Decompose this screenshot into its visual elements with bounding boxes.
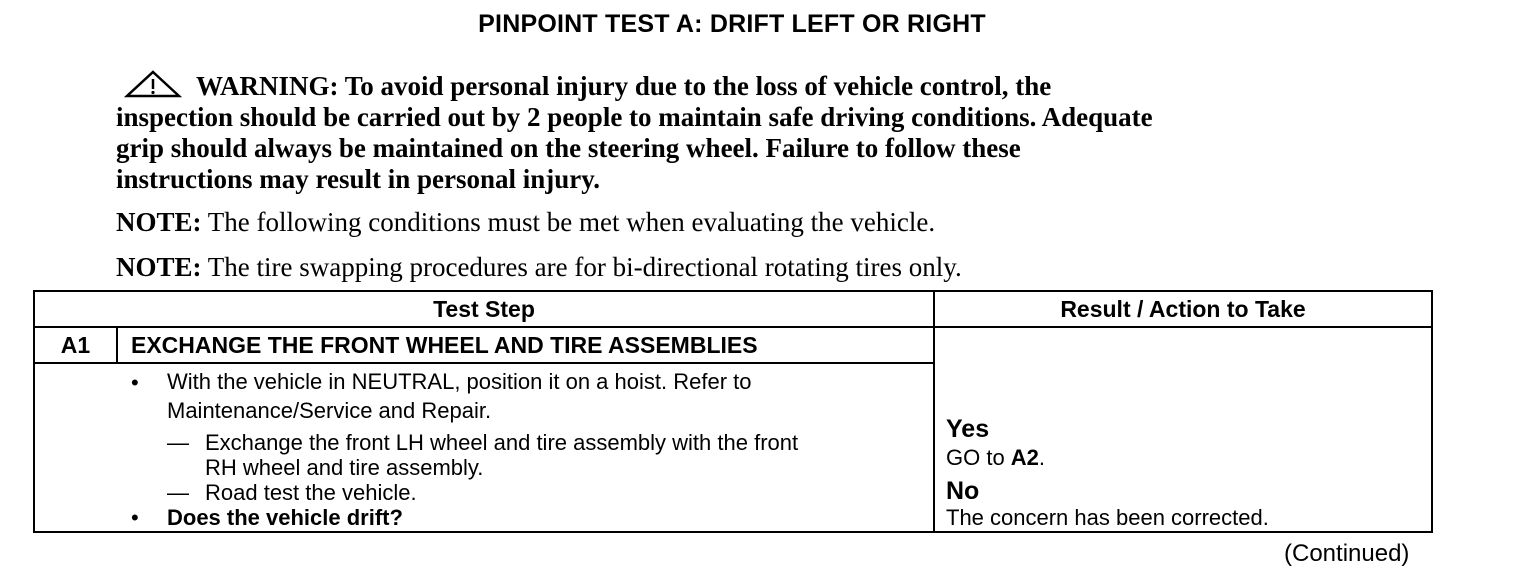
bullet: •: [131, 370, 139, 395]
result-yes-label: Yes: [946, 415, 990, 443]
continued-label: (Continued): [1284, 540, 1410, 567]
instruction-2: Exchange the front LH wheel and tire assembly with the front: [205, 430, 799, 455]
test-table: [33, 290, 1433, 533]
warning-text-2: inspection should be carried out by 2 people to maintain safe driving conditions. Adequate: [116, 102, 1153, 132]
dash: —: [167, 480, 189, 505]
step-title: EXCHANGE THE FRONT WHEEL AND TIRE ASSEMBLIES: [131, 332, 758, 358]
note-2: [116, 252, 962, 283]
note-1-label: NOTE:: [116, 207, 202, 237]
table-divider: [116, 327, 118, 362]
note-1-text: The following conditions must be met when evaluating the vehicle.: [201, 207, 936, 237]
dash: —: [167, 430, 189, 455]
instruction-1: With the vehicle in NEUTRAL, position it on a hoist. Refer to: [167, 369, 752, 394]
header-result-action: Result / Action to Take: [1060, 296, 1306, 322]
result-no-action: The concern has been corrected.: [946, 505, 1269, 530]
yes-suffix: .: [1038, 445, 1046, 470]
step-question: Does the vehicle drift?: [167, 505, 403, 530]
step-id: A1: [60, 332, 91, 358]
warning-text-3: grip should always be maintained on the steering wheel. Failure to follow these: [116, 133, 1021, 163]
warning-triangle-icon: [124, 70, 182, 98]
warning-line-1: [116, 70, 1366, 102]
instruction-3: Road test the vehicle.: [205, 480, 417, 505]
warning-text-4: instructions may result in personal injury.: [116, 164, 601, 194]
warning-text-1: WARNING: To avoid personal injury due to the loss of vehicle control, the: [196, 71, 1052, 101]
note-1: [116, 207, 935, 238]
yes-prefix: GO to: [946, 445, 1011, 470]
header-test-step: Test Step: [433, 296, 535, 322]
note-2-text: The tire swapping procedures are for bi-directional rotating tires only.: [201, 252, 962, 282]
result-yes-action: [946, 445, 1045, 471]
warning-block: [116, 70, 1366, 195]
result-no-label: No: [946, 477, 980, 505]
bullet: •: [131, 505, 139, 530]
yes-target-link[interactable]: A2: [1010, 445, 1039, 470]
instruction-1-cont: Maintenance/Service and Repair.: [167, 398, 492, 423]
table-divider: [35, 362, 933, 364]
note-2-label: NOTE:: [116, 252, 202, 282]
instruction-2-cont: RH wheel and tire assembly.: [205, 455, 484, 480]
page-title: PINPOINT TEST A: DRIFT LEFT OR RIGHT: [478, 10, 986, 38]
